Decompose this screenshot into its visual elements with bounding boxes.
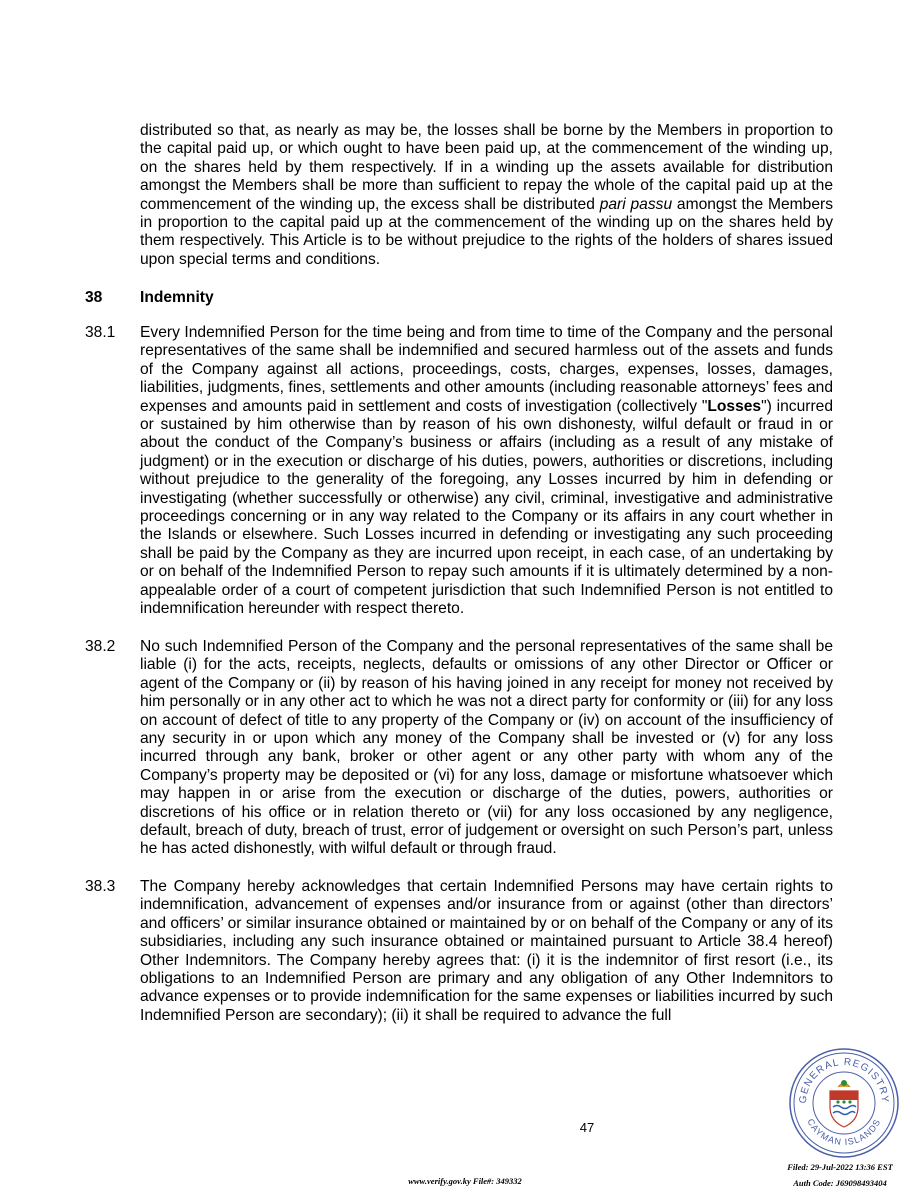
svg-text:CAYMAN ISLANDS: CAYMAN ISLANDS (805, 1117, 883, 1148)
continuation-text-after: amongst the Members in proportion to the capital paid up at the commencement of the winding up on the shares held by them respectively. This Article is to be without prejudice to the rights of the holders of shares issued upon special terms and conditions. (140, 195, 833, 268)
clause-number: 38.3 (85, 878, 116, 895)
general-registry-seal-icon (788, 1047, 900, 1159)
clause-number: 38.1 (85, 324, 116, 341)
defined-term-losses: Losses (707, 397, 762, 415)
page-number: 47 (579, 1120, 595, 1135)
continuation-text-before: distributed so that, as nearly as may be, the losses shall be borne by the Members in proportion to the capital paid up, or which ought to have been paid up, at the commencement of the winding up, on the shares held by them respectively. If in a winding up the assets available for distribution amongst the Members shall be more than sufficient to repay the whole of the capital paid up at the commencement of the winding up, the excess shall be distributed (140, 122, 833, 213)
section-title: Indemnity (140, 289, 214, 306)
clause-text: The Company hereby acknowledges that certain Indemnified Persons may have certain rights to indemnification, advancement of expenses and/or insurance from or against (other than directors’ and officers’ or similar insurance obtained or maintained by or on behalf of the Company or any of its subsidiaries, including any such insurance obtained or maintained pursuant to Article 38.4 hereof) Other Indemnitors. The Company hereby agrees that: (i) it is the indemnitor of first resort (i.e., its obligations to an Indemnified Person are primary and any obligation of any Other Indemnitors to advance expenses or to provide indemnification for the same expenses or liabilities incurred by such Indemnified Person are secondary); (ii) it shall be required to advance the full (140, 878, 833, 1024)
continuation-italic-term: pari passu (599, 195, 673, 213)
auth-code: Auth Code: J69098493404 (793, 1178, 887, 1188)
section-heading (85, 288, 785, 308)
filing-stamp (770, 1159, 910, 1191)
winding-up-continuation-paragraph (140, 122, 833, 269)
clause-number: 38.2 (85, 638, 116, 655)
svg-text:GENERAL REGISTRY: GENERAL REGISTRY (797, 1056, 891, 1104)
clause-text-before: Every Indemnified Person for the time being and from time to time of the Company and the personal representatives of the same shall be indemnified and secured harmless out of the assets and funds of the Company against all actions, proceedings, costs, charges, expenses, losses, damages, liabilities, judgments, fines, settlements and other amounts (including reasonable attorneys’ fees and expenses and amounts paid in settlement and costs of investigation (collectively " (140, 324, 833, 415)
clause-text (140, 324, 833, 619)
section-number: 38 (85, 289, 103, 306)
filed-date: Filed: 29-Jul-2022 13:36 EST (787, 1162, 893, 1172)
clause-text-after: ") incurred or sustained by him otherwise than by reason of his own dishonesty, wilful default or fraud in or about the conduct of the Company’s business or affairs (including as a result of any mistake of judgment) or in the execution or discharge of his duties, powers, authorities or discretions, including without prejudice to the generality of the foregoing, any Losses incurred by him in defending or investigating (whether successfully or otherwise) any civil, criminal, investigative and administrative proceedings concerning or in any way related to the Company or its affairs in any court whether in the Islands or elsewhere. Such Losses incurred in defending or investigating any such proceeding shall be paid by the Company as they are incurred upon receipt, in each case, of an undertaking by or on behalf of the Indemnified Person to repay such amounts if it is ultimately determined by a non-appealable order of a court of competent jurisdiction that such Indemnified Person is not entitled to indemnification hereunder with respect thereto. (140, 397, 833, 618)
verify-footer: www.verify.gov.ky File#: 349332 (408, 1176, 522, 1186)
clause-text: No such Indemnified Person of the Company and the personal representatives of the same shall be liable (i) for the acts, receipts, neglects, defaults or omissions of any other Director or Officer or agent of the Company or (ii) by reason of his having joined in any receipt for money not received by him personally or in any other act to which he was not a direct party for conformity or (iii) for any loss on account of defect of title to any property of the Company or (iv) on account of the insufficiency of any security in or upon which any money of the Company shall be invested or (v) for any loss incurred through any bank, broker or other agent or any other party with whom any of the Company’s property may be deposited or (vi) for any loss, damage or misfortune whatsoever which may happen in or arise from the execution or discharge of the duties, powers, authorities or discretions of his office or in relation thereto or (vii) for any loss occasioned by any negligence, default, breach of duty, breach of trust, error of judgement or oversight on such Person’s part, unless he has acted dishonestly, with wilful default or through fraud. (140, 638, 833, 858)
